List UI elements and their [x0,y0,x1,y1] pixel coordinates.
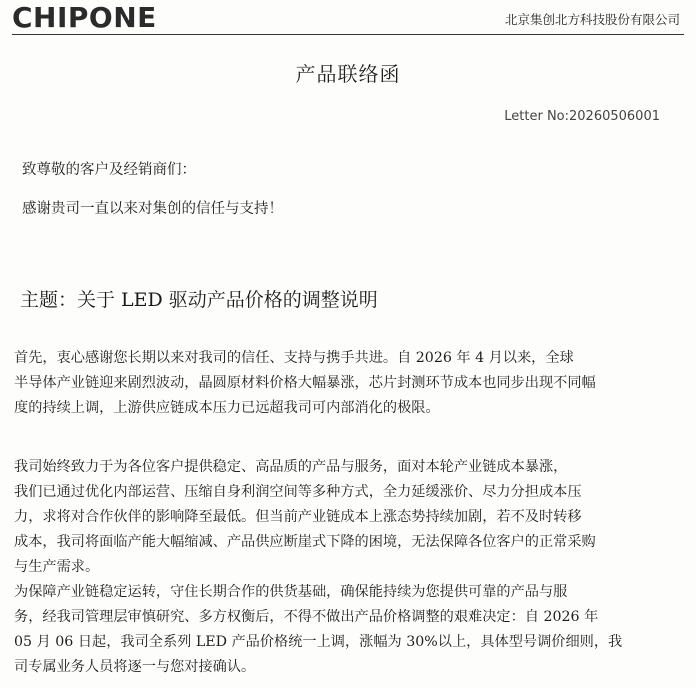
subject-heading: 主题：关于 LED 驱动产品价格的调整说明 [20,289,378,311]
paragraph-line: 度的持续上调，上游供应链成本压力已远超我司可内部消化的极限。 [14,400,440,416]
company-logo: CHIPONE [12,1,157,34]
paragraph-line: 与生产需求。 [14,559,100,575]
paragraph-2 [14,455,682,580]
paragraph-line: 为保障产业链稳定运转，守住长期合作的供货基础，确保能持续为您提供可靠的产品与服 [14,584,568,600]
salutation: 致尊敬的客户及经销商们： [22,162,196,178]
paragraph-line: 我司始终致力于为各位客户提供稳定、高品质的产品与服务，面对本轮产业链成本暴涨， [14,459,568,475]
thanks-line: 感谢贵司一直以来对集创的信任与支持！ [22,201,283,217]
paragraph-line: 我们已通过优化内部运营、压缩自身利润空间等多种方式，全力延缓涨价、尽力分担成本压 [14,484,582,500]
paragraph-line: 司专属业务人员将逐一与您对接确认。 [14,659,256,675]
paragraph-line: 力，求将对合作伙伴的影响降至最低。但当前产业链成本上涨态势持续加剧，若不及时转移 [14,509,582,525]
company-name: 北京集创北方科技股份有限公司 [504,12,680,27]
document-title: 产品联络函 [295,62,401,86]
paragraph-line: 半导体产业链迎来剧烈波动，晶圆原材料价格大幅暴涨，芯片封测环节成本也同步出现不同幅 [14,375,596,391]
paragraph-line: 务，经我司管理层审慎研究、多方权衡后，不得不做出产品价格调整的艰难决定：自 2026 年 [14,609,599,625]
paragraph-1 [14,346,682,421]
paragraph-line: 05 月 06 日起，我司全系列 LED 产品价格统一上调，涨幅为 30%以上，具体型号调价细则，我 [14,634,623,650]
header-divider [12,34,684,35]
letter-number: Letter No:20260506001 [504,109,660,124]
paragraph-3 [14,580,682,680]
paragraph-line: 首先，衷心感谢您长期以来对我司的信任、支持与携手共进。自 2026 年 4 月以来，全球 [14,350,574,366]
paragraph-line: 成本，我司将面临产能大幅缩减、产品供应断崖式下降的困境，无法保障各位客户的正常采购 [14,534,596,550]
